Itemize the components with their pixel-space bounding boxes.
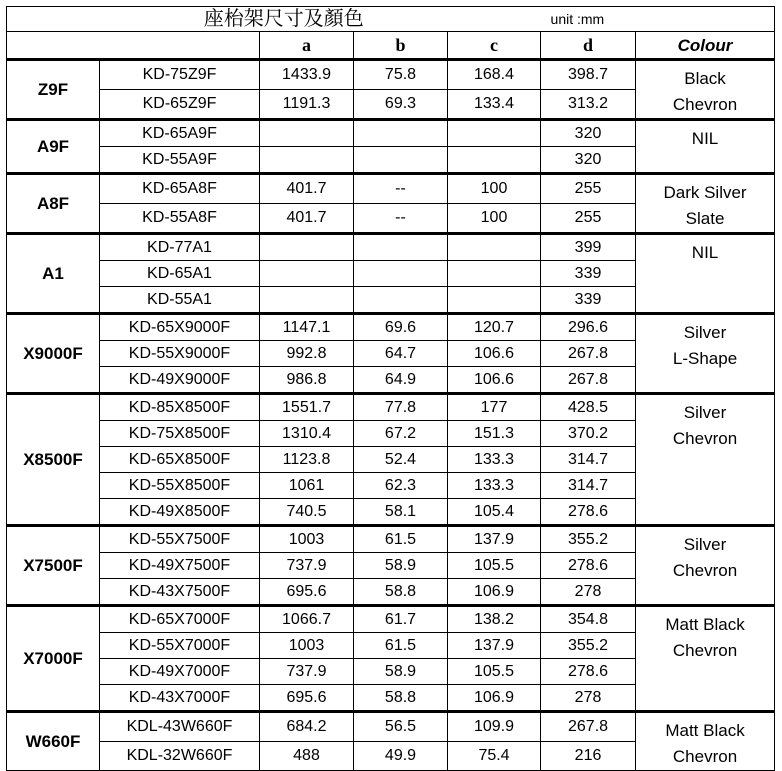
value-c-cell: 106.9 [448, 685, 541, 712]
value-c-cell: 106.9 [448, 579, 541, 606]
value-b-cell: 62.3 [354, 473, 448, 499]
header-c: c [448, 32, 541, 60]
value-a-cell: 1066.7 [260, 606, 354, 633]
value-a-cell: 488 [260, 742, 354, 771]
series-name: X7000F [7, 606, 100, 712]
model-cell: KD-65Z9F [100, 90, 260, 120]
model-cell: KD-55A9F [100, 147, 260, 174]
colour-line: Silver [683, 323, 727, 342]
value-b-cell: 64.9 [354, 367, 448, 394]
value-a-cell: 1191.3 [260, 90, 354, 120]
value-c-cell: 106.6 [448, 341, 541, 367]
model-cell: KD-49X9000F [100, 367, 260, 394]
model-cell: KDL-32W660F [100, 742, 260, 771]
value-c-cell: 75.4 [448, 742, 541, 771]
value-c-cell [448, 147, 541, 174]
value-c-cell: 106.6 [448, 367, 541, 394]
colour-cell [636, 712, 775, 771]
value-d-cell: 355.2 [541, 633, 636, 659]
colour-cell [636, 234, 775, 314]
value-b-cell: 52.4 [354, 447, 448, 473]
value-b-cell [354, 234, 448, 261]
series-name: A8F [7, 174, 100, 234]
model-cell: KD-65X8500F [100, 447, 260, 473]
colour-cell [636, 314, 775, 394]
model-cell: KD-85X8500F [100, 394, 260, 421]
value-b-cell: 49.9 [354, 742, 448, 771]
colour-cell [636, 526, 775, 606]
value-d-cell: 278 [541, 685, 636, 712]
value-b-cell: 58.9 [354, 659, 448, 685]
value-d-cell: 428.5 [541, 394, 636, 421]
table-row [7, 394, 775, 421]
value-d-cell: 296.6 [541, 314, 636, 341]
header-row [7, 32, 775, 60]
value-a-cell: 1310.4 [260, 421, 354, 447]
value-d-cell: 255 [541, 174, 636, 204]
table-row [7, 174, 775, 204]
value-c-cell: 138.2 [448, 606, 541, 633]
value-a-cell: 740.5 [260, 499, 354, 526]
page-title: 座枱架尺寸及顏色 [7, 7, 541, 32]
value-c-cell: 120.7 [448, 314, 541, 341]
value-a-cell: 684.2 [260, 712, 354, 742]
model-cell: KD-49X7000F [100, 659, 260, 685]
value-c-cell: 133.3 [448, 473, 541, 499]
value-d-cell: 355.2 [541, 526, 636, 553]
model-cell: KD-43X7500F [100, 579, 260, 606]
colour-line: Black [684, 69, 726, 88]
value-b-cell: -- [354, 204, 448, 234]
value-a-cell [260, 234, 354, 261]
series-name: A9F [7, 120, 100, 174]
value-d-cell: 267.8 [541, 341, 636, 367]
value-b-cell: 67.2 [354, 421, 448, 447]
table-row [7, 526, 775, 553]
value-d-cell: 267.8 [541, 367, 636, 394]
value-c-cell: 105.5 [448, 553, 541, 579]
series-name: A1 [7, 234, 100, 314]
value-b-cell: 61.5 [354, 526, 448, 553]
value-c-cell: 105.4 [448, 499, 541, 526]
table-row [7, 314, 775, 341]
model-cell: KD-65A9F [100, 120, 260, 147]
value-d-cell: 278.6 [541, 553, 636, 579]
value-d-cell: 339 [541, 261, 636, 287]
series-name: Z9F [7, 60, 100, 120]
value-a-cell: 695.6 [260, 579, 354, 606]
value-a-cell: 401.7 [260, 174, 354, 204]
value-d-cell: 278.6 [541, 499, 636, 526]
model-cell: KD-75Z9F [100, 60, 260, 90]
model-cell: KD-49X8500F [100, 499, 260, 526]
series-name: W660F [7, 712, 100, 771]
value-a-cell [260, 147, 354, 174]
value-c-cell: 137.9 [448, 526, 541, 553]
value-c-cell [448, 261, 541, 287]
value-d-cell: 278.6 [541, 659, 636, 685]
model-cell: KD-49X7500F [100, 553, 260, 579]
model-cell: KD-55X8500F [100, 473, 260, 499]
value-b-cell [354, 147, 448, 174]
value-d-cell: 339 [541, 287, 636, 314]
colour-line: NIL [691, 243, 719, 262]
model-cell: KD-55A8F [100, 204, 260, 234]
value-a-cell [260, 120, 354, 147]
model-cell: KD-65A1 [100, 261, 260, 287]
value-b-cell: 56.5 [354, 712, 448, 742]
model-cell: KD-55X7500F [100, 526, 260, 553]
table-row [7, 60, 775, 90]
value-b-cell: 69.3 [354, 90, 448, 120]
header-colour: Colour [636, 32, 775, 60]
series-name: X7500F [7, 526, 100, 606]
value-c-cell: 109.9 [448, 712, 541, 742]
colour-line: Matt Black [665, 615, 745, 634]
model-cell: KD-75X8500F [100, 421, 260, 447]
value-a-cell: 992.8 [260, 341, 354, 367]
value-a-cell: 1003 [260, 526, 354, 553]
value-b-cell [354, 261, 448, 287]
spec-sheet [6, 6, 775, 771]
value-b-cell: 61.7 [354, 606, 448, 633]
value-d-cell: 313.2 [541, 90, 636, 120]
colour-line: Silver [683, 403, 727, 422]
value-b-cell: 58.1 [354, 499, 448, 526]
colour-line: Slate [685, 209, 725, 228]
value-c-cell: 105.5 [448, 659, 541, 685]
colour-line: Chevron [672, 747, 738, 766]
value-c-cell: 151.3 [448, 421, 541, 447]
value-a-cell: 1061 [260, 473, 354, 499]
value-b-cell: 58.8 [354, 685, 448, 712]
value-d-cell: 370.2 [541, 421, 636, 447]
table-row [7, 712, 775, 742]
value-a-cell: 401.7 [260, 204, 354, 234]
header-blank [7, 32, 260, 60]
value-b-cell: 69.6 [354, 314, 448, 341]
colour-line: Chevron [672, 561, 738, 580]
value-d-cell: 278 [541, 579, 636, 606]
unit-label: unit :mm [541, 7, 775, 32]
value-a-cell: 737.9 [260, 659, 354, 685]
value-d-cell: 314.7 [541, 473, 636, 499]
value-d-cell: 255 [541, 204, 636, 234]
colour-line: Chevron [672, 429, 738, 448]
value-c-cell: 177 [448, 394, 541, 421]
model-cell: KD-65X9000F [100, 314, 260, 341]
value-a-cell: 1123.8 [260, 447, 354, 473]
model-cell: KD-77A1 [100, 234, 260, 261]
value-a-cell: 986.8 [260, 367, 354, 394]
colour-line: Silver [683, 535, 727, 554]
model-cell: KD-65A8F [100, 174, 260, 204]
model-cell: KD-55A1 [100, 287, 260, 314]
colour-cell [636, 394, 775, 526]
value-a-cell: 1003 [260, 633, 354, 659]
value-b-cell [354, 287, 448, 314]
value-a-cell: 737.9 [260, 553, 354, 579]
value-d-cell: 398.7 [541, 60, 636, 90]
value-a-cell: 1433.9 [260, 60, 354, 90]
value-c-cell: 168.4 [448, 60, 541, 90]
colour-line: Chevron [672, 641, 738, 660]
value-b-cell: 77.8 [354, 394, 448, 421]
colour-cell [636, 174, 775, 234]
model-cell: KDL-43W660F [100, 712, 260, 742]
colour-cell [636, 120, 775, 174]
value-b-cell: 75.8 [354, 60, 448, 90]
value-b-cell: -- [354, 174, 448, 204]
colour-cell [636, 606, 775, 712]
value-d-cell: 399 [541, 234, 636, 261]
colour-cell [636, 60, 775, 120]
colour-line: Dark Silver [663, 183, 747, 202]
table-row [7, 120, 775, 147]
value-c-cell: 100 [448, 174, 541, 204]
value-b-cell: 64.7 [354, 341, 448, 367]
model-cell: KD-55X9000F [100, 341, 260, 367]
value-d-cell: 320 [541, 147, 636, 174]
colour-line: NIL [691, 129, 719, 148]
value-a-cell: 1551.7 [260, 394, 354, 421]
value-d-cell: 314.7 [541, 447, 636, 473]
value-b-cell [354, 120, 448, 147]
model-cell: KD-65X7000F [100, 606, 260, 633]
table-row [7, 234, 775, 261]
value-d-cell: 267.8 [541, 712, 636, 742]
value-a-cell [260, 261, 354, 287]
header-d: d [541, 32, 636, 60]
header-a: a [260, 32, 354, 60]
value-c-cell [448, 120, 541, 147]
value-a-cell: 1147.1 [260, 314, 354, 341]
title-row [7, 7, 775, 32]
series-name: X9000F [7, 314, 100, 394]
value-a-cell [260, 287, 354, 314]
value-b-cell: 58.8 [354, 579, 448, 606]
value-a-cell: 695.6 [260, 685, 354, 712]
colour-line: L-Shape [672, 349, 738, 368]
value-b-cell: 61.5 [354, 633, 448, 659]
header-b: b [354, 32, 448, 60]
model-cell: KD-43X7000F [100, 685, 260, 712]
value-c-cell: 133.4 [448, 90, 541, 120]
value-c-cell [448, 287, 541, 314]
table-row [7, 606, 775, 633]
value-d-cell: 354.8 [541, 606, 636, 633]
value-b-cell: 58.9 [354, 553, 448, 579]
model-cell: KD-55X7000F [100, 633, 260, 659]
series-name: X8500F [7, 394, 100, 526]
value-c-cell: 100 [448, 204, 541, 234]
colour-line: Chevron [672, 95, 738, 114]
value-d-cell: 216 [541, 742, 636, 771]
value-c-cell: 133.3 [448, 447, 541, 473]
value-c-cell: 137.9 [448, 633, 541, 659]
value-c-cell [448, 234, 541, 261]
value-d-cell: 320 [541, 120, 636, 147]
colour-line: Matt Black [665, 721, 745, 740]
dimension-table [6, 6, 775, 771]
